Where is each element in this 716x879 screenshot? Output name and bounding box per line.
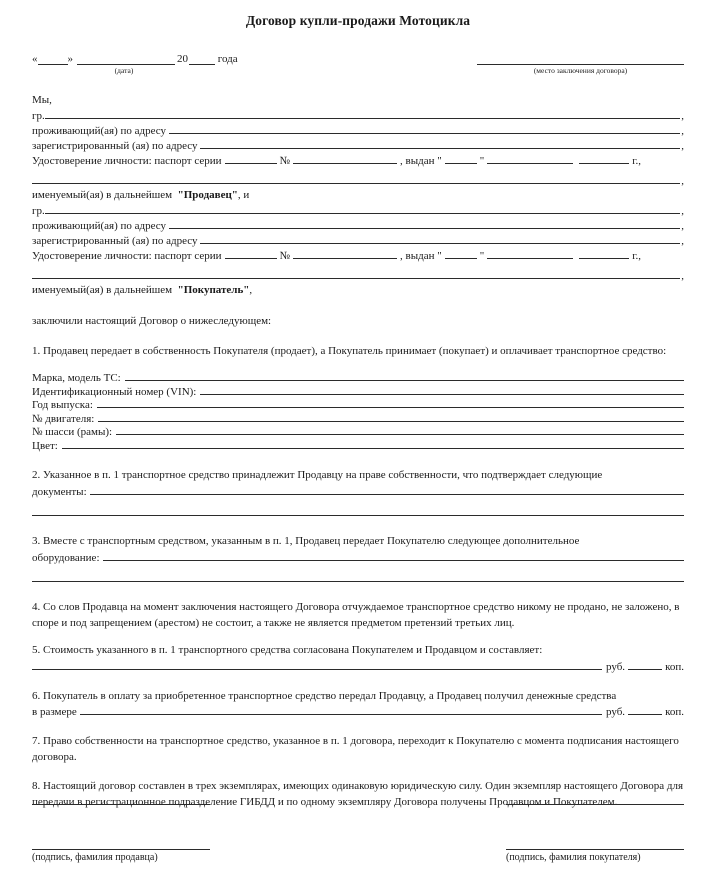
seller-residing-row[interactable] (32, 123, 684, 138)
seller-residing-blank[interactable] (169, 123, 680, 134)
buyer-role-label: "Покупатель" (177, 284, 250, 296)
clause-6-amount-blank[interactable] (80, 704, 602, 715)
seller-registered-blank[interactable] (200, 138, 680, 149)
clause-2-field-blank[interactable] (90, 484, 684, 495)
clause-6-rub-label: руб. (606, 706, 626, 718)
clause-1-text: 1. Продавец передает в собственность Покупателя (продает), а Покупатель принимает (покупает) и оплачивает транспортное средство: (32, 344, 667, 357)
seller-passport-row[interactable] (32, 153, 684, 168)
vehicle-field-label: Год выпуска: (32, 399, 93, 411)
signature-caption-row (32, 849, 684, 863)
seller-name-blank-bottom[interactable] (32, 849, 210, 850)
buyer-signature-blank[interactable] (506, 804, 684, 805)
clause-3-continuation-blank[interactable] (32, 571, 684, 582)
vehicle-field-label: Марка, модель ТС: (32, 372, 121, 384)
buyer-residing-blank[interactable] (169, 218, 680, 229)
date-year-word: года (217, 53, 238, 65)
buyer-signature-caption-block (506, 849, 684, 863)
buyer-residing-label: проживающий(ая) по адресу (32, 220, 167, 232)
seller-issue-month-blank[interactable] (487, 153, 573, 164)
contract-header (0, 53, 716, 87)
buyer-name-blank-bottom[interactable] (506, 849, 684, 850)
clause-5-rub-label: руб. (606, 660, 626, 673)
seller-extra-blank[interactable] (32, 173, 680, 184)
intro-text: заключили настоящий Договор о нижеследующем: (32, 315, 272, 327)
clause-2-continuation-row[interactable] (32, 500, 684, 520)
buyer-registered-label: зарегистрированный (ая) по адресу (32, 235, 198, 247)
buyer-extra-comma: , (681, 270, 684, 282)
seller-citizen-label: гр. (32, 110, 45, 122)
buyer-citizen-comma: , (681, 205, 684, 217)
date-quote-close: » (67, 53, 73, 65)
vehicle-field-blank[interactable] (97, 398, 684, 408)
buyer-named-row (32, 283, 684, 298)
seller-registered-row[interactable] (32, 138, 684, 153)
buyer-signature-caption: (подпись, фамилия покупателя) (506, 852, 641, 863)
buyer-passport-row[interactable] (32, 248, 684, 263)
clause-5-kopeck-blank[interactable] (628, 659, 662, 670)
buyer-issued-quote: " (479, 250, 485, 262)
vehicle-spec-row[interactable] (32, 439, 684, 453)
clause-3-field-label: оборудование: (32, 551, 100, 564)
buyer-name-blank[interactable] (45, 203, 680, 214)
seller-passport-number-symbol: № (279, 155, 291, 167)
vehicle-spec-row[interactable] (32, 412, 684, 426)
seller-passport-series-blank[interactable] (225, 153, 277, 164)
vehicle-field-label: № шасси (рамы): (32, 426, 113, 438)
seller-registered-label: зарегистрированный (ая) по адресу (32, 140, 198, 152)
clause-6-amount-row[interactable] (32, 704, 684, 720)
clause-6-amount-label: в размере (32, 706, 77, 718)
vehicle-spec-row[interactable] (32, 425, 684, 439)
buyer-registered-comma: , (681, 235, 684, 247)
clause-6-kopeck-blank[interactable] (628, 704, 662, 715)
clause-6-kop-label: коп. (665, 706, 684, 718)
buyer-signature-field[interactable] (506, 804, 684, 805)
buyer-residing-comma: , (681, 220, 684, 232)
vehicle-field-blank[interactable] (98, 412, 684, 422)
buyer-registered-blank[interactable] (200, 233, 680, 244)
vehicle-field-blank[interactable] (125, 371, 684, 381)
buyer-issue-month-blank[interactable] (487, 248, 573, 259)
buyer-registered-row[interactable] (32, 233, 684, 248)
seller-passport-label: Удостоверение личности: паспорт серии (32, 155, 222, 167)
seller-signature-caption-block (32, 849, 210, 863)
seller-signature-caption: (подпись, фамилия продавца) (32, 852, 158, 863)
seller-issue-year-abbr: г., (632, 155, 642, 167)
clause-2-text: 2. Указанное в п. 1 транспортное средство принадлежит Продавцу на праве собственности, что подтверждает следующие (32, 469, 603, 481)
clause-8-text: 8. Настоящий договор составлен в трех экземплярах, имеющих одинаковую юридическую силу. Один экземпляр настоящего Договора для передачи в регистрационное подразделение ГИБДД и по одному экземпляру Договора получены Продавцом и Покупателем. (32, 780, 684, 808)
date-year-blank[interactable] (189, 53, 215, 65)
seller-passport-number-blank[interactable] (293, 153, 397, 164)
clause-3-field-row[interactable] (32, 550, 684, 567)
clause-4-text: 4. Со слов Продавца на момент заключения настоящего Договора отчуждаемое транспортное средство никому не продано, не заложено, в споре и под запрещением (арестом) не состоит, а также не является предметом претензий третьих лиц. (32, 601, 680, 629)
signature-spacer (32, 805, 684, 849)
seller-extra-row[interactable] (32, 168, 684, 188)
buyer-citizen-label: гр. (32, 205, 45, 217)
vehicle-field-blank[interactable] (116, 425, 684, 435)
buyer-issue-year-abbr: г., (632, 250, 642, 262)
vehicle-field-label: № двигателя: (32, 412, 95, 425)
clause-5-amount-row[interactable] (32, 659, 684, 675)
vehicle-field-label: Цвет: (32, 439, 58, 452)
seller-extra-comma: , (681, 175, 684, 187)
buyer-extra-blank[interactable] (32, 268, 680, 279)
buyer-passport-issued-label: , выдан " (400, 250, 442, 262)
vehicle-field-label: Идентификационный номер (VIN): (32, 385, 197, 398)
seller-passport-issued-label: , выдан " (400, 155, 442, 167)
seller-role-label: "Продавец" (177, 189, 238, 201)
clause-6-text: 6. Покупатель в оплату за приобретенное транспортное средство передал Продавцу, а Продавец получил денежные средства (32, 689, 617, 702)
clause-5-kop-label: коп. (665, 660, 684, 673)
date-field[interactable] (32, 53, 238, 65)
buyer-passport-label: Удостоверение личности: паспорт серии (32, 250, 222, 262)
vehicle-field-blank[interactable] (200, 385, 684, 395)
place-caption: (место заключения договора) (533, 66, 628, 75)
date-day-blank[interactable] (38, 53, 68, 65)
buyer-citizen-row[interactable] (32, 203, 684, 218)
seller-named-row (32, 188, 684, 203)
buyer-issue-day-blank[interactable] (445, 248, 477, 259)
seller-named-suffix: , и (237, 189, 250, 201)
seller-citizen-comma: , (681, 110, 684, 122)
seller-name-blank[interactable] (45, 108, 680, 119)
seller-registered-comma: , (681, 140, 684, 152)
vehicle-spec-list (32, 371, 684, 452)
clause-7-text: 7. Право собственности на транспортное средство, указанное в п. 1 договора, переходит к Покупателю с момента подписания настоящего договора. (32, 735, 679, 763)
vehicle-spec-row[interactable] (32, 398, 684, 412)
vehicle-field-blank[interactable] (62, 439, 684, 449)
clause-3-field-blank[interactable] (103, 550, 685, 561)
date-caption: (дата) (114, 66, 134, 75)
seller-issued-quote: " (479, 155, 485, 167)
seller-named-prefix: именуемый(ая) в дальнейшем (32, 189, 173, 201)
clause-5-text: 5. Стоимость указанного в п. 1 транспортного средства согласована Покупателем и Продавцом и составляет: (32, 644, 543, 656)
seller-residing-label: проживающий(ая) по адресу (32, 125, 167, 137)
seller-citizen-row[interactable] (32, 108, 684, 123)
buyer-issue-year-blank[interactable] (579, 248, 629, 259)
date-month-blank[interactable] (77, 53, 175, 65)
vehicle-spec-row[interactable] (32, 385, 684, 399)
seller-signature-blank[interactable] (32, 804, 210, 805)
clause-5-amount-blank[interactable] (32, 659, 602, 670)
page-title: Договор купли-продажи Мотоцикла (245, 13, 471, 28)
seller-signature-field[interactable] (32, 804, 210, 805)
seller-residing-comma: , (681, 125, 684, 137)
buyer-passport-number-blank[interactable] (293, 248, 397, 259)
place-blank[interactable] (477, 53, 684, 65)
date-year-prefix: 20 (177, 53, 188, 65)
clause-3-text: 3. Вместе с транспортным средством, указанным в п. 1, Продавец передает Покупателю следующее дополнительное (32, 535, 580, 547)
clause-2-continuation-blank[interactable] (32, 505, 684, 516)
buyer-passport-series-blank[interactable] (225, 248, 277, 259)
contract-body (0, 93, 716, 810)
buyer-named-suffix: , (249, 284, 253, 296)
clause-2-field-row[interactable] (32, 484, 684, 501)
signature-area (32, 804, 684, 863)
date-quote-open: « (32, 53, 38, 65)
clause-2-field-label: документы: (32, 485, 87, 498)
buyer-residing-row[interactable] (32, 218, 684, 233)
vehicle-spec-row[interactable] (32, 371, 684, 385)
buyer-passport-number-symbol: № (279, 250, 291, 262)
seller-issue-year-blank[interactable] (579, 153, 629, 164)
buyer-named-prefix: именуемый(ая) в дальнейшем (32, 284, 173, 296)
place-field[interactable] (477, 53, 684, 75)
buyer-extra-row[interactable] (32, 263, 684, 283)
seller-issue-day-blank[interactable] (445, 153, 477, 164)
we-label: Мы, (32, 94, 52, 106)
clause-3-continuation-row[interactable] (32, 566, 684, 586)
